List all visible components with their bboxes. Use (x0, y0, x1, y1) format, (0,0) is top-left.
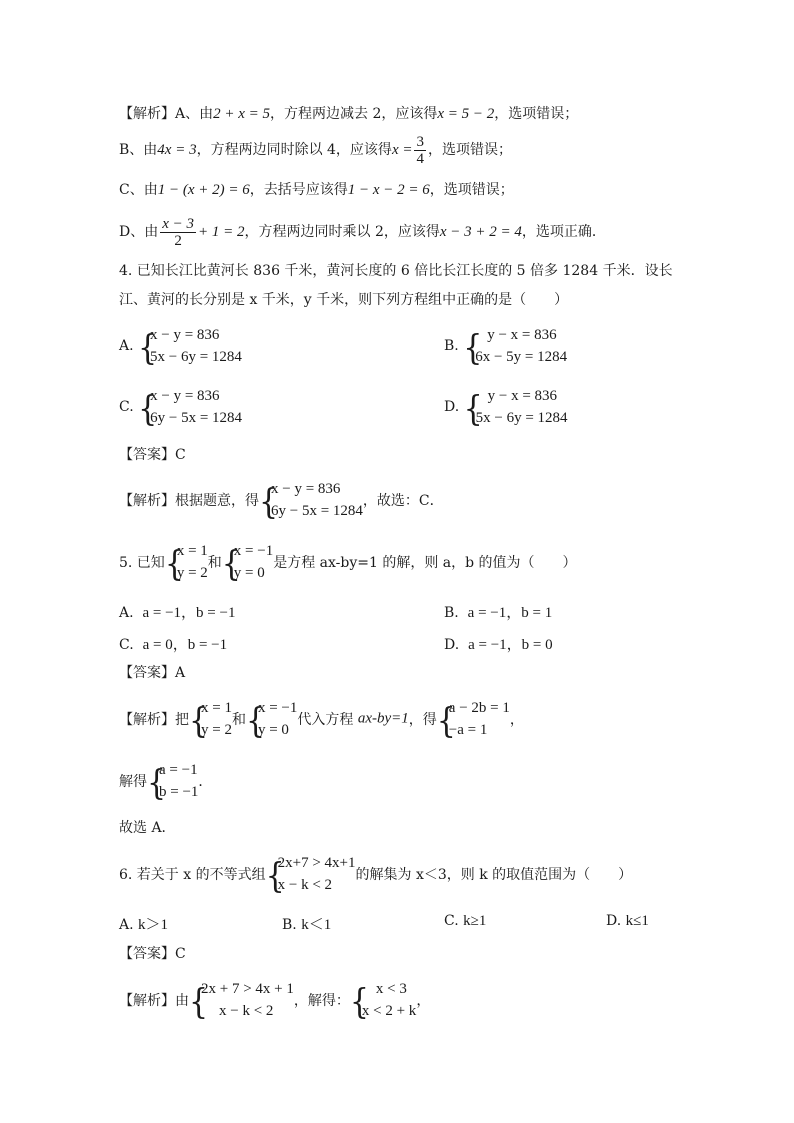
option-text: k＞1 (138, 917, 169, 933)
equation-row: 6y − 5x = 1284 (150, 410, 243, 426)
text: ，去括号应该得 (249, 182, 348, 198)
equation-system: { a = −1 b = −1 (147, 759, 198, 803)
equation-row: x = −1 (257, 700, 298, 716)
text: ，得 (408, 712, 437, 728)
equation: 1 − x − 2 = 6 (347, 182, 430, 198)
text: 6. 若关于 x 的不等式组 (119, 867, 266, 883)
q4-option-a[interactable] (119, 324, 242, 368)
text: 【解析】把 (119, 712, 189, 728)
text: ，故选：C． (362, 493, 444, 509)
q4-stem-line2: 江、黄河的长分别是 x 千米，y 千米，则下列方程组中正确的是（ ） (119, 292, 569, 308)
q6-option-c[interactable] (444, 913, 486, 930)
option-text: k＜1 (301, 917, 332, 933)
analysis-d-line (119, 214, 606, 250)
equation: x = 5 − 2 (437, 106, 495, 122)
text: ，选项错误； (494, 106, 579, 122)
option-label: A. (119, 338, 134, 354)
numerator: x − 3 (162, 215, 195, 232)
text: ，选项错误； (427, 142, 512, 158)
equation-row: x = 1 (176, 543, 208, 559)
equation-system: { a − 2b = 1 −a = 1 (437, 697, 510, 741)
q5-solve (119, 759, 212, 803)
q4-stem-line1: 4. 已知长江比黄河长 836 千米，黄河长度的 6 倍比长江长度的 5 倍多 1284 千米．设长 (119, 263, 673, 279)
inequality-row: x − k < 2 (277, 877, 333, 893)
q5-analysis (119, 697, 524, 741)
fraction (414, 134, 426, 167)
equation-row: x − y = 836 (271, 481, 341, 497)
q5-conclusion: 故选 A． (119, 820, 176, 836)
equation-system: { y − x = 836 5x − 6y = 1284 (464, 385, 568, 429)
option-label: B. (282, 917, 297, 933)
equation-row: y = 2 (201, 722, 232, 738)
q6-option-a[interactable] (119, 913, 168, 934)
q4-option-d[interactable] (444, 385, 568, 429)
text: 5. 已知 (119, 555, 165, 571)
equation-row: b = −1 (159, 784, 199, 800)
text: ，方程两边减去 2，应该得 (270, 106, 438, 122)
q6-option-d[interactable] (606, 913, 649, 930)
option-label: C. (444, 913, 459, 929)
inequality-system: { x < 3 x < 2 + k (350, 978, 416, 1022)
equation-row: a = −1 (159, 762, 198, 778)
text: ，解得： (293, 993, 350, 1009)
q5-stem (119, 540, 577, 584)
text: 【解析】由 (119, 993, 189, 1009)
analysis-a-line (119, 104, 578, 124)
equation: 1 − (x + 2) = 6 (157, 182, 250, 198)
inequality-system: { 2x + 7 > 4x + 1 x − k < 2 (189, 978, 294, 1022)
equation-row: x − y = 836 (150, 388, 220, 404)
text: 【解析】根据题意，得 (119, 493, 259, 509)
q4-answer: 【答案】C (119, 447, 186, 463)
text: C、由 (119, 182, 158, 198)
option-label: B. (444, 605, 459, 621)
equation-row: −a = 1 (448, 722, 488, 738)
text: ，方程两边同时除以 4，应该得 (196, 142, 392, 158)
text: 和 (231, 712, 246, 728)
q5-option-b[interactable] (444, 601, 552, 622)
option-label: B. (444, 338, 459, 354)
equation-row: 5x − 6y = 1284 (475, 410, 568, 426)
equation-row: x = −1 (233, 543, 274, 559)
q6-option-b[interactable] (282, 913, 331, 934)
option-label: D. (444, 637, 460, 653)
equation-row: 6x − 5y = 1284 (475, 349, 568, 365)
equation: ax-by=1 (357, 710, 409, 727)
option-text: a = −1，b = 0 (468, 637, 553, 653)
numerator: 3 (416, 133, 424, 150)
option-text: k≥1 (463, 913, 487, 929)
text: ， (509, 712, 524, 728)
q5-answer: 【答案】A (119, 665, 186, 681)
text: ，选项错误； (429, 182, 514, 198)
equation-row: y − x = 836 (487, 388, 558, 404)
q6-stem (119, 852, 632, 896)
analysis-c-line (119, 180, 514, 200)
denominator: 2 (174, 232, 182, 249)
text: ． (198, 774, 213, 790)
option-text: a = −1，b = −1 (142, 605, 236, 621)
option-text: a = −1，b = 1 (467, 605, 553, 621)
option-label: D. (606, 913, 622, 929)
inequality-system: { 2x+7 > 4x+1 x − k < 2 (266, 852, 356, 896)
inequality-row: x < 3 (375, 981, 407, 997)
option-label: D. (444, 399, 460, 415)
q4-option-c[interactable] (119, 385, 242, 429)
equation-system: { x = 1 y = 2 (165, 540, 208, 584)
option-label: A. (119, 605, 134, 621)
option-label: A. (119, 917, 134, 933)
option-label: C. (119, 637, 134, 653)
text: ，选项正确． (521, 224, 606, 240)
q6-answer: 【答案】C (119, 946, 186, 962)
analysis-b-line (119, 132, 512, 168)
q4-option-b[interactable] (444, 324, 567, 368)
text: 解得 (119, 774, 147, 790)
q5-option-d[interactable] (444, 633, 553, 654)
text: ， (416, 993, 431, 1009)
q6-analysis (119, 978, 430, 1022)
inequality-row: x < 2 + k (361, 1003, 417, 1019)
equation: 4x = 3 (157, 142, 197, 158)
equation-system: { x = −1 y = 0 (246, 697, 297, 741)
equation-row: x − y = 836 (150, 327, 220, 343)
equation-row: 6y − 5x = 1284 (271, 503, 363, 519)
option-text: k≤1 (625, 913, 649, 929)
equation-row: y − x = 836 (487, 327, 557, 343)
text: A、由 (175, 106, 214, 122)
equation-system: { x = −1 y = 0 (222, 540, 273, 584)
option-text: a = 0，b = −1 (142, 637, 228, 653)
equation-system: { x − y = 836 6y − 5x = 1284 (259, 478, 363, 522)
equation-row: y = 2 (176, 565, 208, 581)
text: 和 (207, 555, 222, 571)
text: 代入方程 (297, 712, 354, 728)
q5-option-a[interactable] (119, 601, 235, 622)
text: 的解集为 x＜3，则 k 的取值范围为（ ） (355, 867, 633, 883)
equation-system: { y − x = 836 6x − 5y = 1284 (463, 324, 567, 368)
denominator: 4 (416, 150, 424, 167)
q4-analysis (119, 478, 444, 522)
equation: 2 + x = 5 (213, 106, 271, 122)
q5-option-c[interactable] (119, 633, 227, 654)
text: 是方程 ax-by=1 的解，则 a，b 的值为（ ） (273, 555, 577, 571)
equation-row: 5x − 6y = 1284 (150, 349, 242, 365)
fraction (160, 216, 196, 249)
equation: + 1 = 2 (198, 224, 245, 240)
text: B、由 (119, 142, 158, 158)
inequality-row: 2x + 7 > 4x + 1 (201, 981, 294, 997)
analysis-tag: 【解析】 (119, 106, 175, 122)
option-label: C. (119, 399, 134, 415)
inequality-row: x − k < 2 (219, 1003, 274, 1019)
equation: x − 3 + 2 = 4 (439, 224, 522, 240)
inequality-row: 2x+7 > 4x+1 (277, 855, 356, 871)
equation-row: x = 1 (201, 700, 232, 716)
equation-row: a − 2b = 1 (448, 700, 510, 716)
equation-system: { x − y = 836 6y − 5x = 1284 (138, 385, 242, 429)
text: D、由 (119, 224, 159, 240)
text: ，方程两边同时乘以 2，应该得 (244, 224, 440, 240)
equation-row: y = 0 (257, 722, 289, 738)
equation-system: { x − y = 836 5x − 6y = 1284 (138, 324, 242, 368)
equation-system: { x = 1 y = 2 (189, 697, 232, 741)
equation: x = (391, 142, 413, 158)
equation-row: y = 0 (233, 565, 265, 581)
